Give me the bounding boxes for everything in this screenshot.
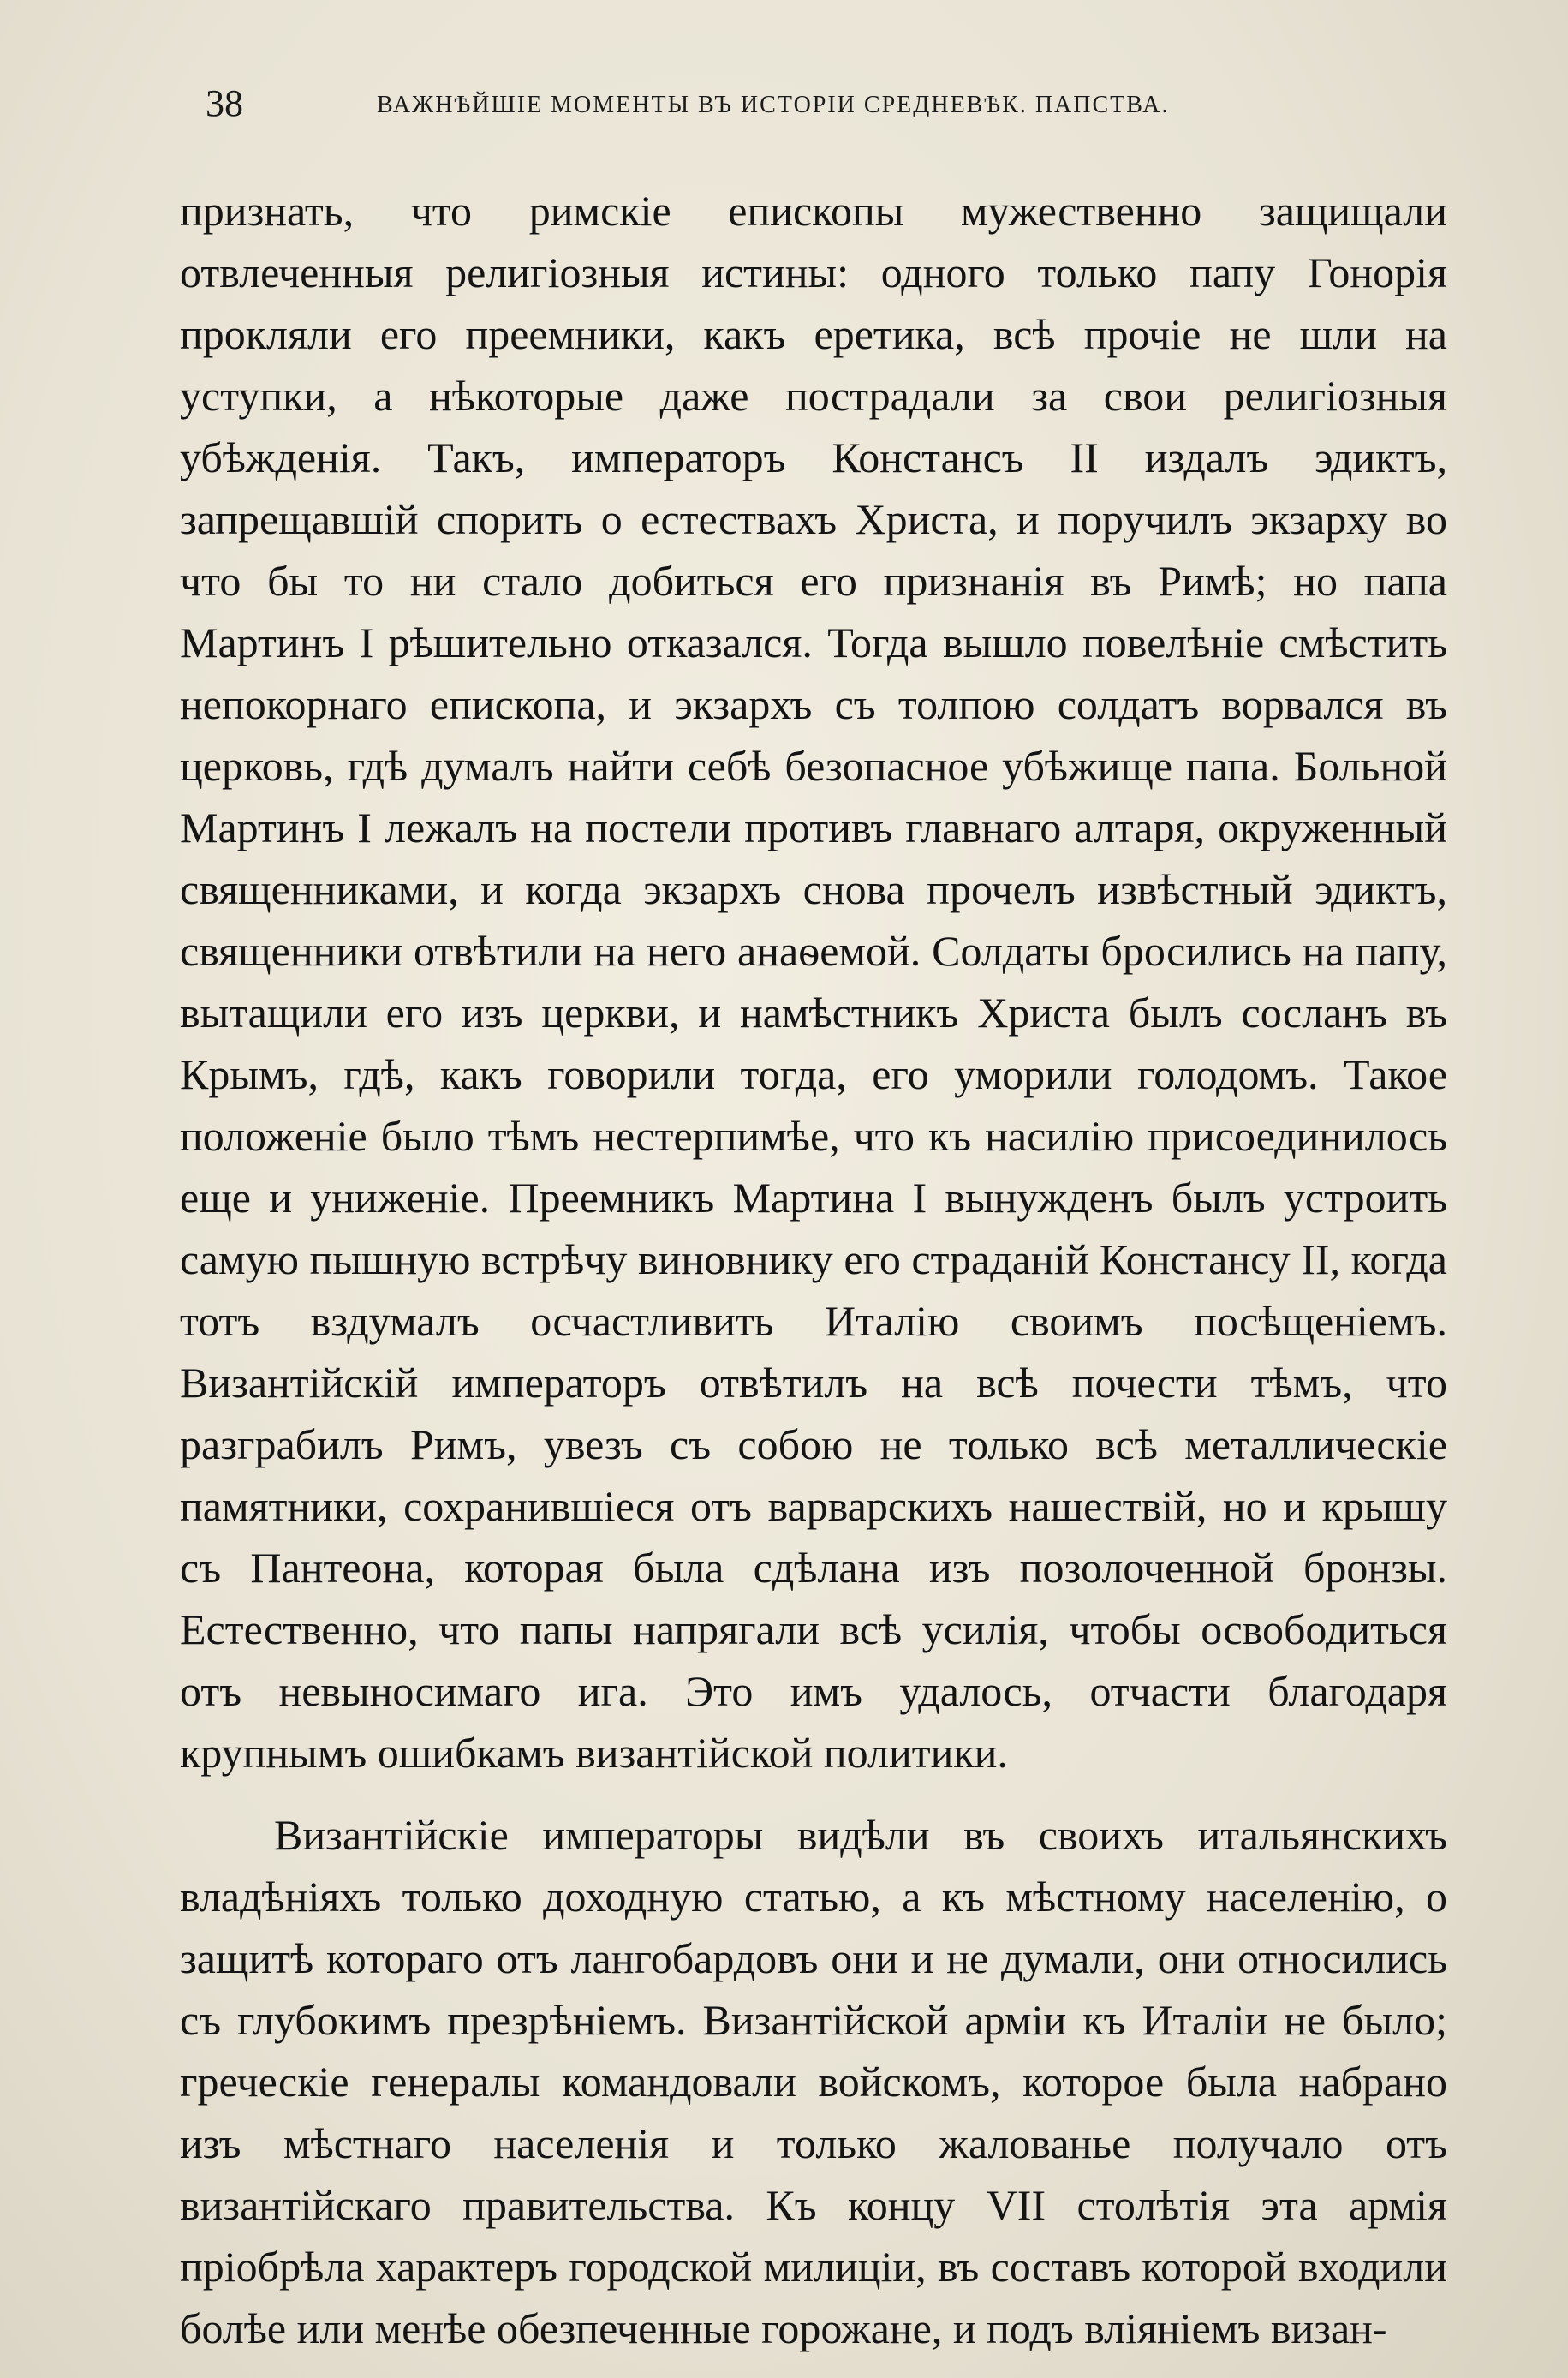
- page-header: [206, 81, 1422, 141]
- body-text: [180, 180, 1447, 2359]
- paragraph: Византійскіе императоры видѣли въ своихъ итальянскихъ владѣніяхъ только доходную статью, а къ мѣстному населенію, о защитѣ котораго отъ лангобардовъ они и не думали, они относились съ глубокимъ презрѣніемъ. Византійской арміи къ Италіи не было; греческіе генералы командовали войскомъ, которое была набрано изъ мѣстнаго населенія и только жалованье получало отъ византійскаго правительства. Къ концу VII столѣтія эта армія пріобрѣла характеръ городской милиціи, въ составъ которой входили болѣе или менѣе обезпеченные горожане, и подъ вліяніемъ визан-: [180, 1811, 1447, 2352]
- running-head: ВАЖНѢЙШІЕ МОМЕНТЫ ВЪ ИСТОРІИ СРЕДНЕВѢК. ПАПСТВА.: [377, 92, 1170, 118]
- page-number: 38: [206, 82, 243, 124]
- paragraph: признать, что римскіе епископы мужественно защищали отвлеченныя религіозныя истины: одного только папу Гонорія прокляли его преемники, какъ еретика, всѣ прочіе не шли на уступки, а нѣкоторые даже пострадали за свои религіозныя убѣжденія. Такъ, императоръ Констансъ II издалъ эдиктъ, запрещавшій спорить о естествахъ Христа, и поручилъ экзарху во что бы то ни стало добиться его признанія въ Римѣ; но папа Мартинъ I рѣшительно отказался. Тогда вышло повелѣніе смѣстить непокорнаго епископа, и экзархъ съ толпою солдатъ ворвался въ церковь, гдѣ думалъ найти себѣ безопасное убѣжище папа. Больной Мартинъ I лежалъ на постели противъ главнаго алтаря, окруженный священниками, и когда экзархъ снова прочелъ извѣстный эдиктъ, священники отвѣтили на него анаѳемой. Солдаты бросились на папу, вытащили его изъ церкви, и намѣстникъ Христа былъ сосланъ въ Крымъ, гдѣ, какъ говорили тогда, его уморили голодомъ. Такое положеніе было тѣмъ нестерпимѣе, что къ насилію присоединилось еще и униженіе. Преемникъ Мартина I вынужденъ былъ устроить самую пышную встрѣчу виновнику его страданій Констансу II, когда тотъ вздумалъ осчастливить Италію своимъ посѣщеніемъ. Византійскій императоръ отвѣтилъ на всѣ почести тѣмъ, что разграбилъ Римъ, увезъ съ собою не только всѣ металлическіе памятники, сохранившіеся отъ варварскихъ нашествій, но и крышу съ Пантеона, которая была сдѣлана изъ позолоченной бронзы. Естественно, что папы напрягали всѣ усилія, чтобы освободиться отъ невыносимаго ига. Это имъ удалось, отчасти благодаря крупнымъ ошибкамъ византійской политики.: [180, 187, 1447, 1777]
